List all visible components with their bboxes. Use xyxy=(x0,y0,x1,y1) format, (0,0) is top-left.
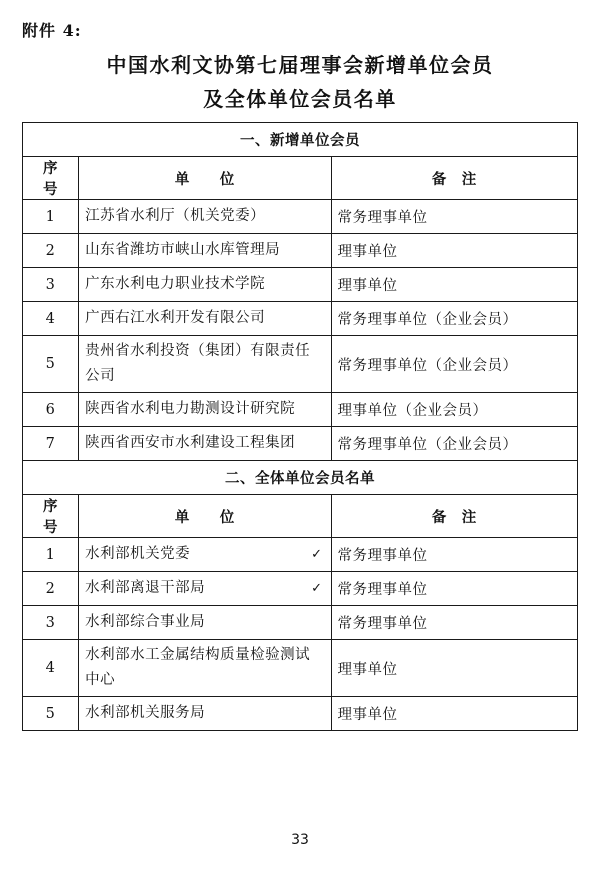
row-unit: 水利部水工金属结构质量检验测试中心 xyxy=(79,640,331,697)
row-index: 2 xyxy=(23,234,79,268)
row-note: 理事单位 xyxy=(331,268,577,302)
row-unit-label: 水利部离退干部局 xyxy=(85,580,206,596)
row-unit: 陕西省西安市水利建设工程集团 xyxy=(79,427,331,461)
row-note: 常务理事单位（企业会员） xyxy=(331,427,577,461)
row-index: 3 xyxy=(23,606,79,640)
section-1-header-row xyxy=(23,157,578,200)
table-row xyxy=(23,606,578,640)
table-row xyxy=(23,427,578,461)
row-unit xyxy=(79,572,331,606)
table-body xyxy=(23,123,578,731)
page-number: 33 xyxy=(291,832,309,848)
row-unit: 水利部综合事业局 xyxy=(79,606,331,640)
page-title xyxy=(0,48,600,116)
row-index: 1 xyxy=(23,200,79,234)
row-unit-label: 水利部机关党委 xyxy=(85,546,191,562)
table-row xyxy=(23,268,578,302)
table-row xyxy=(23,393,578,427)
row-note: 常务理事单位 xyxy=(331,606,577,640)
column-header-note: 备 注 xyxy=(331,495,577,538)
row-index: 4 xyxy=(23,302,79,336)
row-unit: 陕西省水利电力勘测设计研究院 xyxy=(79,393,331,427)
table-row xyxy=(23,572,578,606)
row-note: 理事单位 xyxy=(331,234,577,268)
section-2-header-row xyxy=(23,495,578,538)
row-index: 5 xyxy=(23,697,79,731)
row-note: 常务理事单位 xyxy=(331,572,577,606)
checkmark-icon: ✓ xyxy=(311,581,323,596)
row-note: 常务理事单位（企业会员） xyxy=(331,336,577,393)
table-row xyxy=(23,697,578,731)
row-note: 理事单位 xyxy=(331,697,577,731)
row-index: 3 xyxy=(23,268,79,302)
row-unit: 水利部机关服务局 xyxy=(79,697,331,731)
table-row xyxy=(23,640,578,697)
table-row xyxy=(23,538,578,572)
member-table xyxy=(22,122,578,731)
row-index: 5 xyxy=(23,336,79,393)
attachment-label: 附件 4: xyxy=(22,21,82,40)
table-row xyxy=(23,200,578,234)
section-2-heading: 二、全体单位会员名单 xyxy=(23,461,578,495)
title-line-1: 中国水利文协第七届理事会新增单位会员 xyxy=(106,53,494,77)
row-index: 7 xyxy=(23,427,79,461)
row-index: 2 xyxy=(23,572,79,606)
column-header-unit: 单 位 xyxy=(79,157,331,200)
column-header-note: 备 注 xyxy=(331,157,577,200)
table-row xyxy=(23,336,578,393)
row-index: 4 xyxy=(23,640,79,697)
table-row xyxy=(23,302,578,336)
row-index: 1 xyxy=(23,538,79,572)
row-index: 6 xyxy=(23,393,79,427)
row-note: 常务理事单位 xyxy=(331,200,577,234)
title-line-2: 及全体单位会员名单 xyxy=(203,87,397,111)
checkmark-icon: ✓ xyxy=(311,547,323,562)
column-header-no: 序 号 xyxy=(23,495,79,538)
row-unit: 江苏省水利厅（机关党委） xyxy=(79,200,331,234)
row-note: 理事单位（企业会员） xyxy=(331,393,577,427)
section-1-heading: 一、新增单位会员 xyxy=(23,123,578,157)
row-unit xyxy=(79,538,331,572)
section-2-heading-row xyxy=(23,461,578,495)
section-1-heading-row xyxy=(23,123,578,157)
row-unit: 贵州省水利投资（集团）有限责任公司 xyxy=(79,336,331,393)
row-unit: 广东水利电力职业技术学院 xyxy=(79,268,331,302)
column-header-no: 序 号 xyxy=(23,157,79,200)
table-row xyxy=(23,234,578,268)
row-note: 理事单位 xyxy=(331,640,577,697)
row-unit: 山东省潍坊市峡山水库管理局 xyxy=(79,234,331,268)
column-header-unit: 单 位 xyxy=(79,495,331,538)
row-note: 常务理事单位（企业会员） xyxy=(331,302,577,336)
row-note: 常务理事单位 xyxy=(331,538,577,572)
row-unit: 广西右江水利开发有限公司 xyxy=(79,302,331,336)
